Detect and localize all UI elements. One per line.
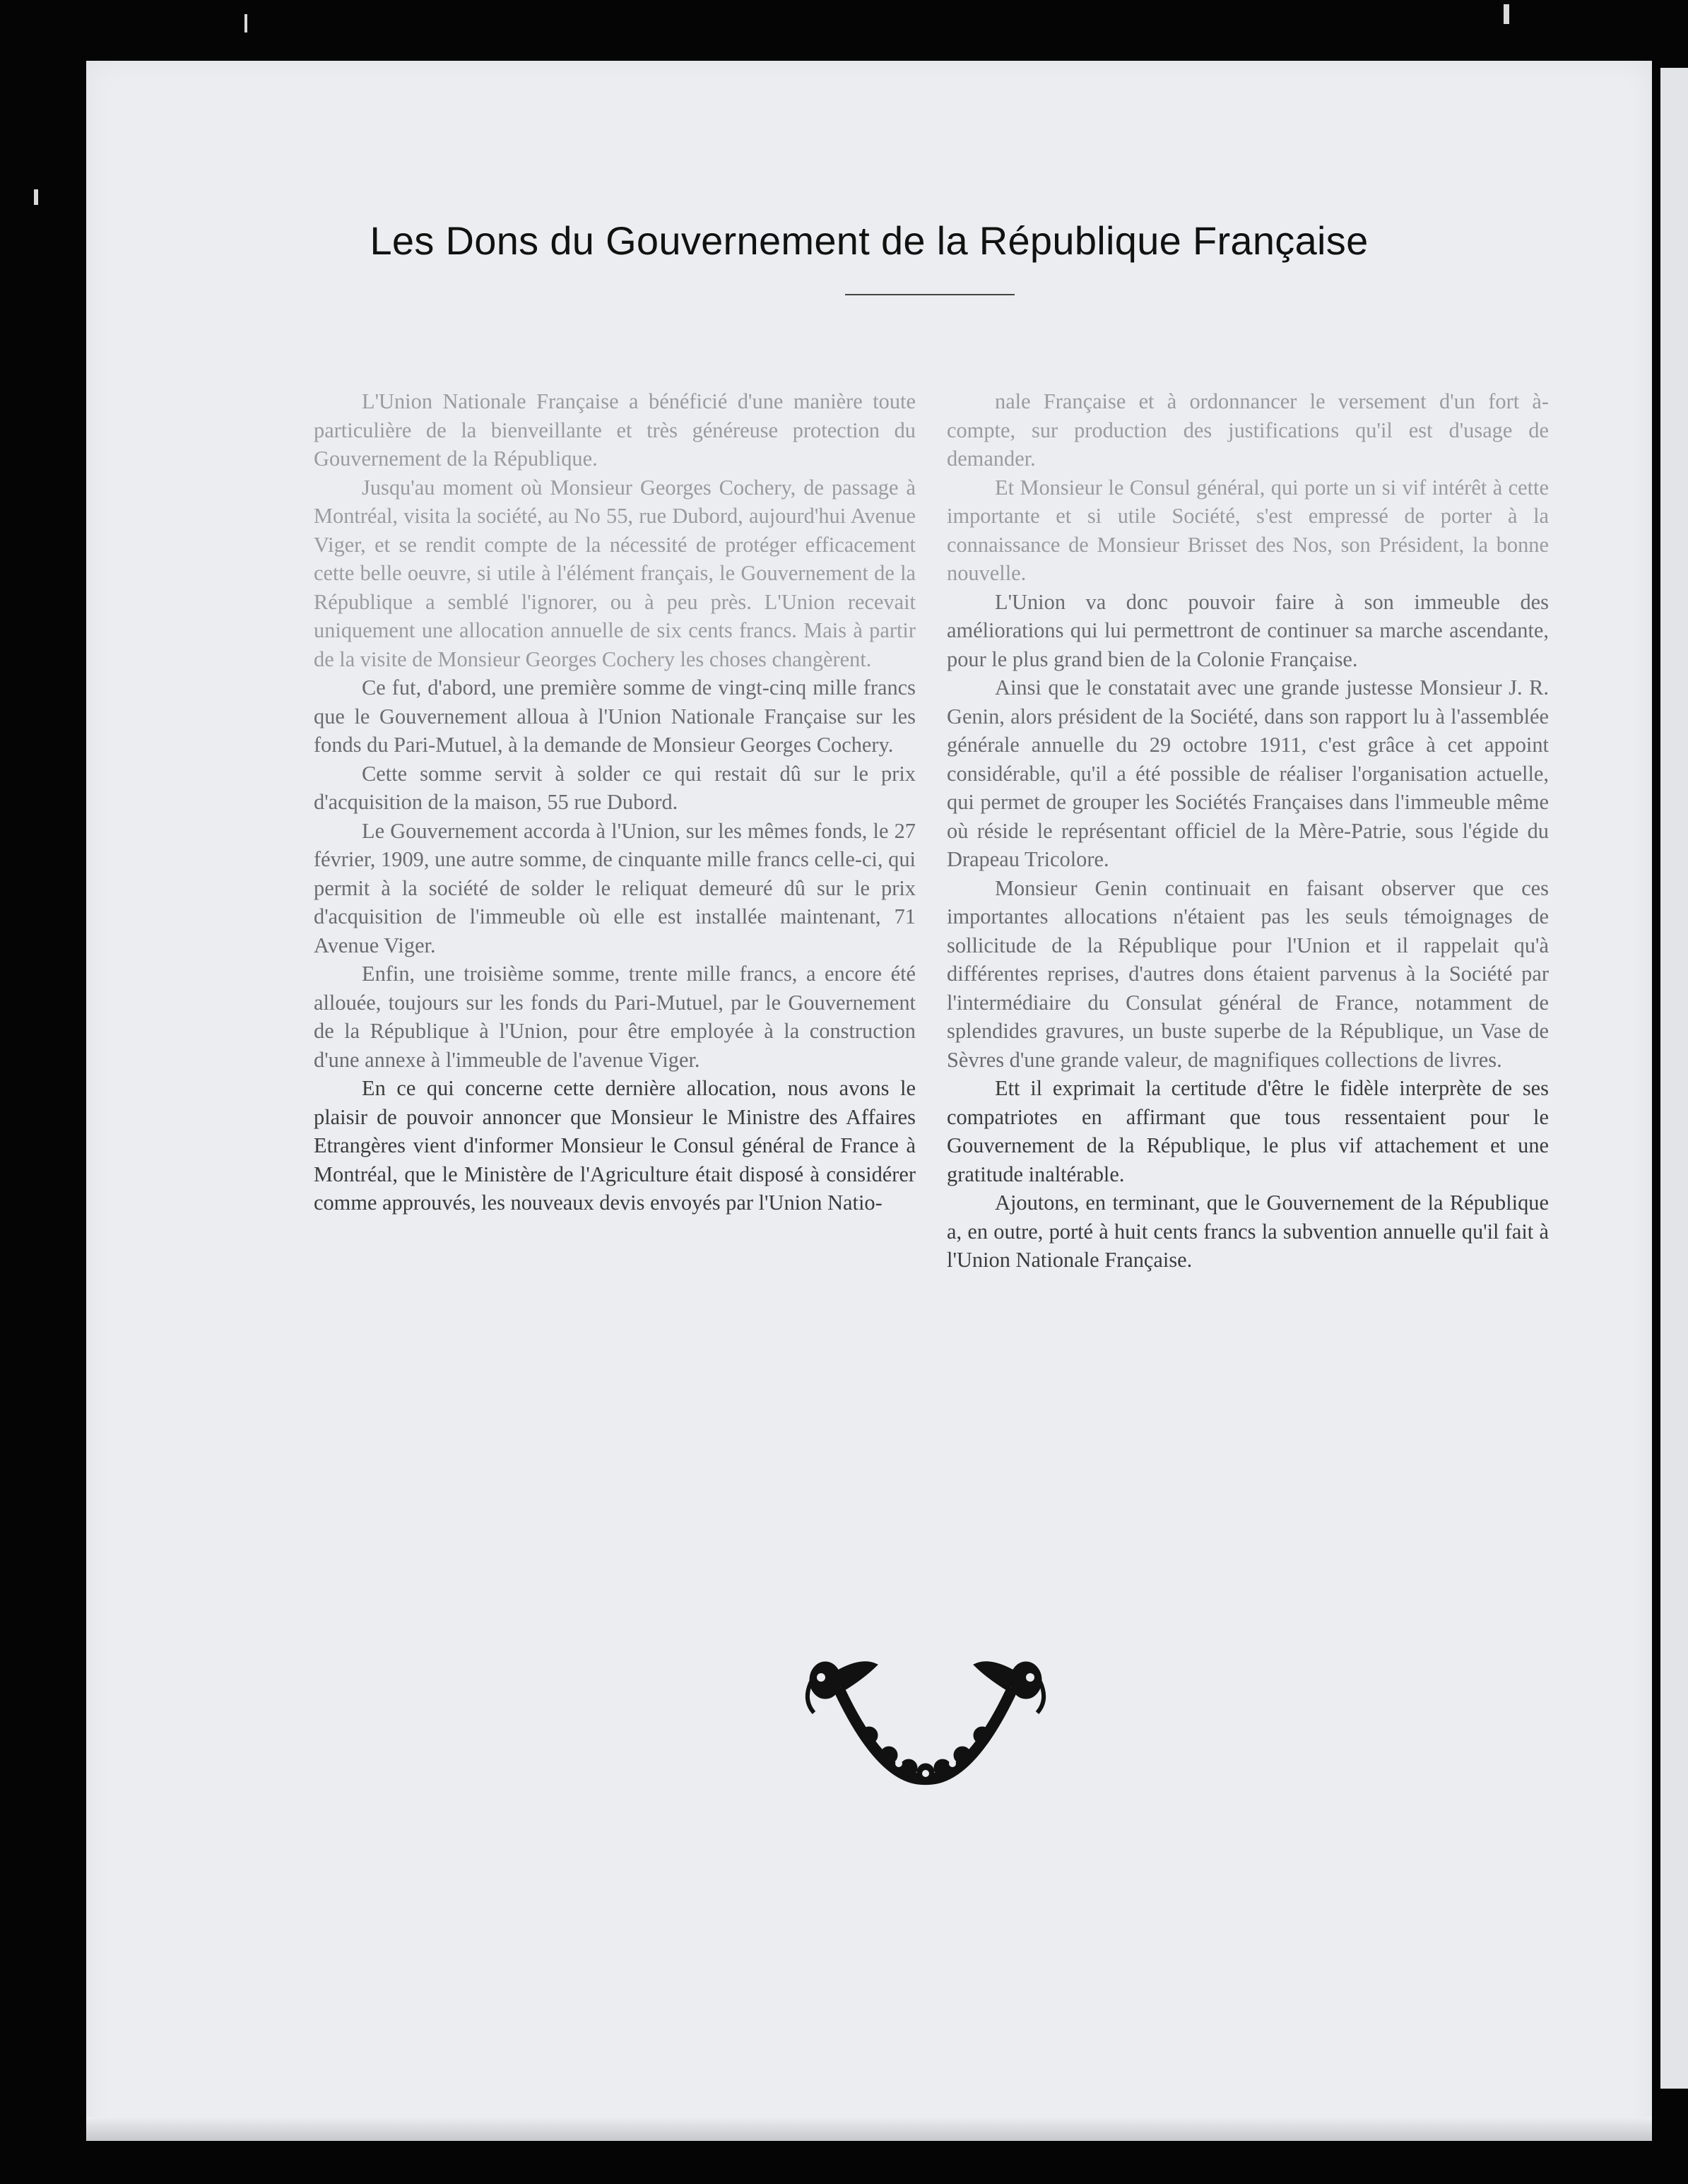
paragraph: L'Union va donc pouvoir faire à son immeuble des améliorations qui lui permettront de continuer sa marche ascendante, pour le plus grand bien de la Colonie Française. xyxy=(947,589,1549,671)
scan-edge-mark xyxy=(34,189,38,205)
paragraph: Ett il exprimait la certitude d'être le fidèle interprète de ses compatriotes en affirmant que tous ressentaient pour le Gouvernement de la République, le plus vif attachement et une gratitude inaltérable. xyxy=(947,1076,1549,1186)
left-column xyxy=(314,387,916,1217)
paragraph: Monsieur Genin continuait en faisant observer que ces importantes allocations n'étaient pas les seuls témoignages de sollicitude de la République pour l'Union et il rappelait qu'à différentes reprises, d'autres dons étaient parvenus à la Société par l'intermédiaire du Consulat général de France, notamment de splendides gravures, un buste superbe de la République, un Vase de Sèvres d'une grande valeur, de magnifiques collections de livres. xyxy=(947,875,1549,1072)
paragraph: nale Française et à ordonnancer le versement d'un fort à-compte, sur production des justifications qu'il est d'usage de demander. xyxy=(947,389,1549,471)
paragraph: Enfin, une troisième somme, trente mille francs, a encore été allouée, toujours sur les fonds du Pari-Mutuel, par le Gouvernement de la République à l'Union, pour être employée à la construction d'une annexe à l'immeuble de l'avenue Viger. xyxy=(314,962,916,1072)
right-column xyxy=(947,387,1549,1275)
paragraph: En ce qui concerne cette dernière allocation, nous avons le plaisir de pouvoir annoncer que Monsieur le Ministre des Affaires Etrangères vient d'informer Monsieur le Consul général de France à Montréal, que le Ministère de l'Agriculture était disposé à considérer comme approuvés, les nouveaux devis envoyés par l'Union Natio- xyxy=(314,1076,916,1215)
paragraph: Ainsi que le constatait avec une grande justesse Monsieur J. R. Genin, alors président de la Société, dans son rapport lu à l'assemblée générale annuelle du 29 octobre 1911, c'est grâce à cet appoint considérable, qu'il a été possible de réaliser l'organisation actuelle, qui permet de grouper les Sociétés Françaises dans l'immeuble même où réside le représentant officiel de la Mère-Patrie, sous l'égide du Drapeau Tricolore. xyxy=(947,675,1549,871)
paragraph: Jusqu'au moment où Monsieur Georges Cochery, de passage à Montréal, visita la société, au No 55, rue Dubord, aujourd'hui Avenue Viger, et se rendit compte de la nécessité de protéger efficacement cette belle oeuvre, si utile à l'élément français, le Gouvernement de la République a semblé l'ignorer, ou à peu près. L'Union recevait uniquement une allocation annuelle de six cents francs. Mais à partir de la visite de Monsieur Georges Cochery les choses changèrent. xyxy=(314,475,916,671)
garland-with-winged-heads-icon xyxy=(798,1651,1053,1792)
document-page xyxy=(86,61,1652,2141)
scan-edge-mark xyxy=(1504,4,1509,24)
paragraph: Cette somme servit à solder ce qui restait dû sur le prix d'acquisition de la maison, 55 rue Dubord. xyxy=(314,761,916,814)
scan-edge-mark xyxy=(244,14,247,33)
page-bottom-shadow xyxy=(86,2117,1652,2141)
page-title: Les Dons du Gouvernement de la République Française xyxy=(370,218,1369,263)
title-divider xyxy=(845,294,1015,295)
paragraph: Ajoutons, en terminant, que le Gouvernement de la République a, en outre, porté à huit cents francs la subvention annuelle qu'il fait à l'Union Nationale Française. xyxy=(947,1191,1549,1272)
adjacent-page-edge xyxy=(1660,68,1688,2089)
paragraph: Ce fut, d'abord, une première somme de vingt-cinq mille francs que le Gouvernement alloua à l'Union Nationale Française sur les fonds du Pari-Mutuel, à la demande de Monsieur Georges Cochery. xyxy=(314,675,916,757)
paragraph: Et Monsieur le Consul général, qui porte un si vif intérêt à cette importante et si utile Société, s'est empressé de porter à la connaissance de Monsieur Brisset des Nos, son Président, la bonne nouvelle. xyxy=(947,475,1549,585)
paragraph: L'Union Nationale Française a bénéficié d'une manière toute particulière de la bienveillante et très généreuse protection du Gouvernement de la République. xyxy=(314,389,916,471)
paragraph: Le Gouvernement accorda à l'Union, sur les mêmes fonds, le 27 février, 1909, une autre somme, de cinquante mille francs celle-ci, qui permit à la société de solder le reliquat demeuré dû sur le prix d'acquisition de l'immeuble où elle est installée maintenant, 71 Avenue Viger. xyxy=(314,818,916,957)
